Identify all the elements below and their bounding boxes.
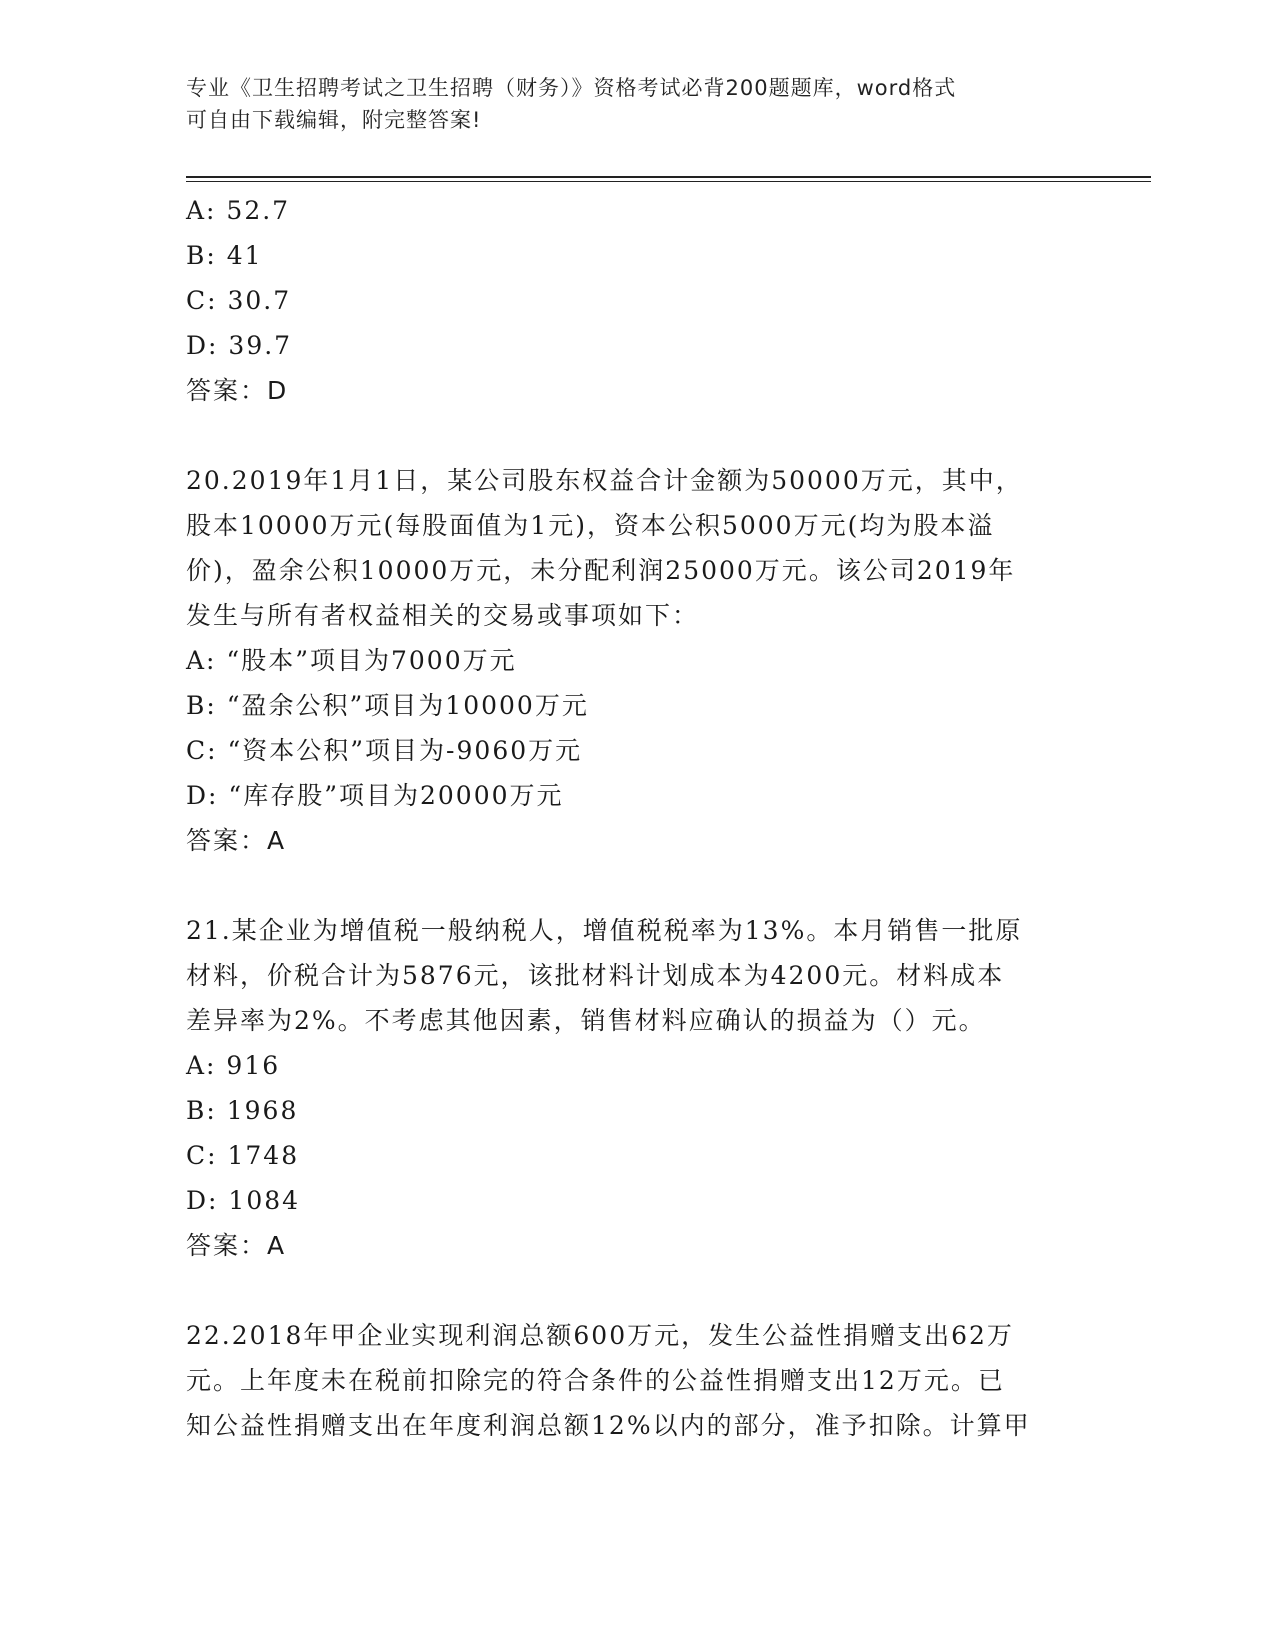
question-20-text — [186, 458, 1066, 638]
option-d: D: 1084 — [186, 1186, 301, 1215]
question-19-answer: 答案：D — [186, 376, 289, 405]
question-21-text — [186, 908, 1066, 1043]
document-body — [186, 188, 1066, 1448]
question-20-line-3: 价)，盈余公积10000万元，未分配利润25000万元。该公司2019年 — [186, 556, 1016, 585]
option-b: B: 41 — [186, 241, 263, 270]
option-c: C: “资本公积”项目为-9060万元 — [186, 736, 583, 765]
spacer — [186, 413, 1066, 458]
option-a: A: “股本”项目为7000万元 — [186, 646, 517, 675]
question-20-answer: 答案：A — [186, 826, 287, 855]
question-20-options — [186, 638, 1066, 818]
question-21-line-1: 21.某企业为增值税一般纳税人，增值税税率为13%。本月销售一批原 — [186, 916, 1023, 945]
question-21-line-3: 差异率为2%。不考虑其他因素，销售材料应确认的损益为（）元。 — [186, 1006, 986, 1035]
question-21-answer: 答案：A — [186, 1231, 287, 1260]
question-20-line-4: 发生与所有者权益相关的交易或事项如下： — [186, 601, 700, 630]
header-title-line-1: 专业《卫生招聘考试之卫生招聘（财务）》资格考试必背200题题库，word格式 — [186, 76, 957, 100]
question-22-line-1: 22.2018年甲企业实现利润总额600万元，发生公益性捐赠支出62万 — [186, 1321, 1014, 1350]
header-title-line-2: 可自由下载编辑，附完整答案! — [186, 108, 482, 132]
option-d: D: 39.7 — [186, 331, 293, 360]
question-19-options — [186, 188, 1066, 368]
question-22-text — [186, 1313, 1066, 1448]
option-b: B: “盈余公积”项目为10000万元 — [186, 691, 589, 720]
header-divider — [186, 176, 1151, 182]
question-21-options — [186, 1043, 1066, 1223]
document-header — [186, 72, 1066, 136]
option-c: C: 30.7 — [186, 286, 292, 315]
question-21-line-2: 材料，价税合计为5876元，该批材料计划成本为4200元。材料成本 — [186, 961, 1005, 990]
spacer — [186, 1268, 1066, 1313]
question-20-line-1: 20.2019年1月1日，某公司股东权益合计金额为50000万元，其中， — [186, 466, 1023, 495]
option-c: C: 1748 — [186, 1141, 300, 1170]
option-a: A: 52.7 — [186, 196, 291, 225]
question-20-line-2: 股本10000万元(每股面值为1元)，资本公积5000万元(均为股本溢 — [186, 511, 995, 540]
spacer — [186, 863, 1066, 908]
option-a: A: 916 — [186, 1051, 281, 1080]
option-b: B: 1968 — [186, 1096, 299, 1125]
option-d: D: “库存股”项目为20000万元 — [186, 781, 564, 810]
question-22-line-3: 知公益性捐赠支出在年度利润总额12%以内的部分，准予扣除。计算甲 — [186, 1411, 1031, 1440]
question-22-line-2: 元。上年度未在税前扣除完的符合条件的公益性捐赠支出12万元。已 — [186, 1366, 1005, 1395]
